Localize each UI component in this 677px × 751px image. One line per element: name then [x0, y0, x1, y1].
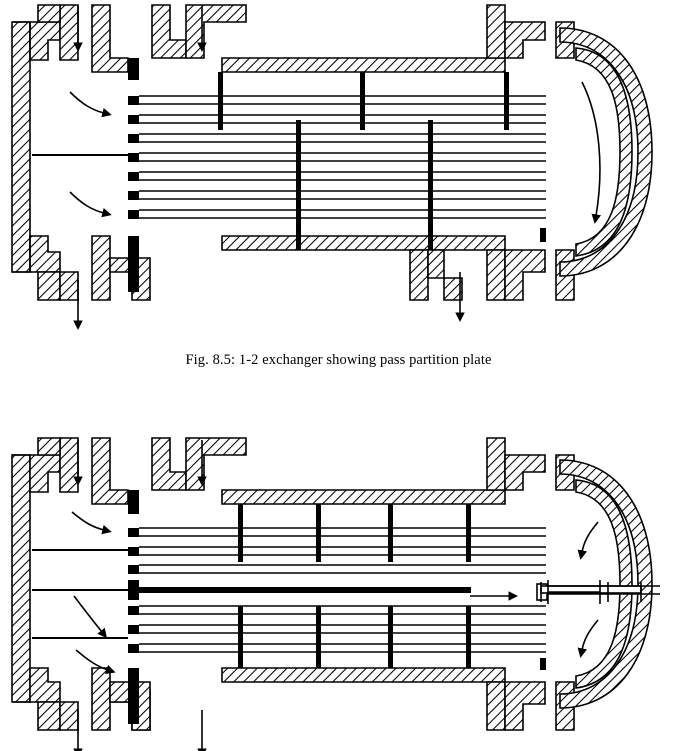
- flow-arrow: [70, 192, 104, 213]
- flow-arrow: [74, 596, 102, 632]
- flow-arrow: [582, 82, 600, 216]
- flow-arrow: [72, 512, 104, 530]
- figure-top-diagram: [0, 0, 677, 340]
- flow-arrow: [582, 620, 598, 650]
- flow-arrow: [70, 92, 104, 113]
- figure-bottom-diagram: [0, 410, 677, 751]
- flow-arrow: [76, 650, 108, 670]
- flow-arrow: [582, 522, 598, 552]
- figure-caption: Fig. 8.5: 1-2 exchanger showing pass partition plate: [185, 352, 492, 368]
